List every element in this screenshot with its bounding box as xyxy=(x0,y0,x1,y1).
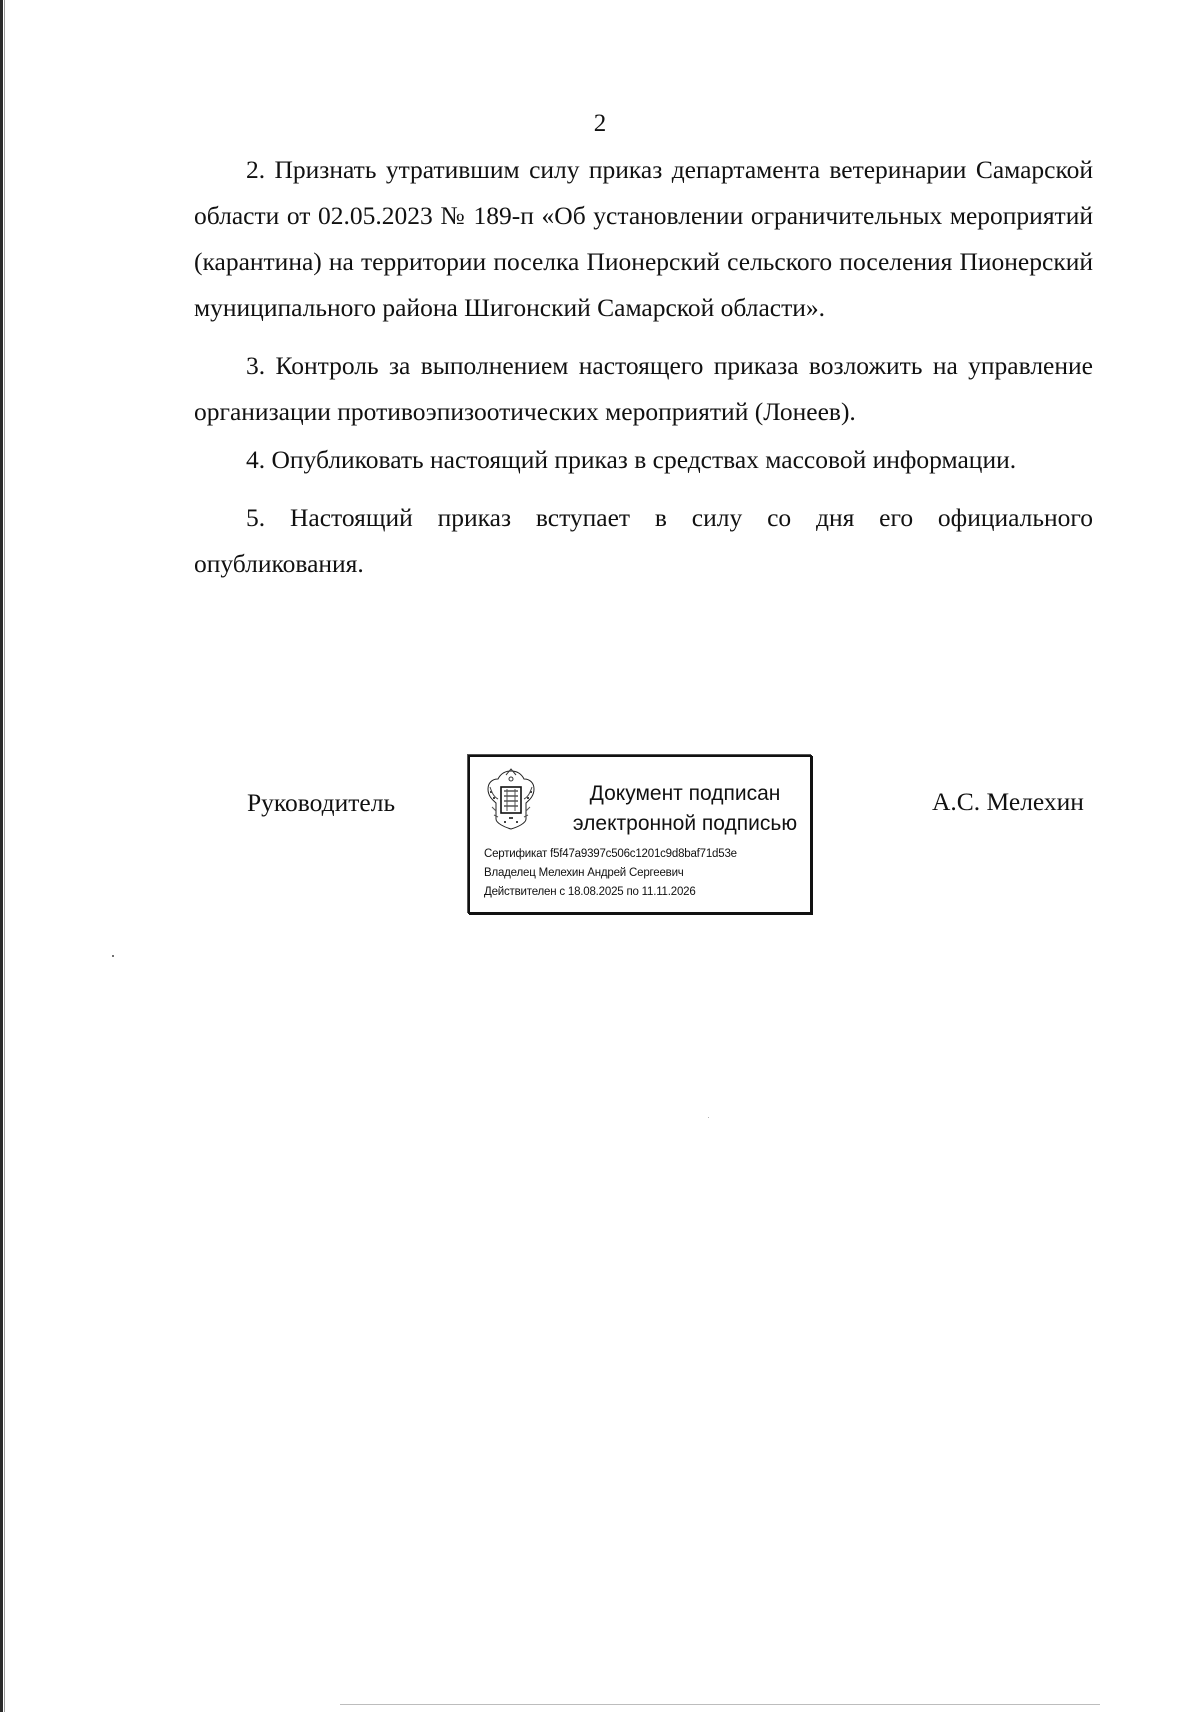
stamp-title-line1: Документ подписан xyxy=(589,782,781,805)
stamp-owner: Владелец Мелехин Андрей Сергеевич xyxy=(484,867,684,879)
signer-position: Руководитель xyxy=(247,788,396,817)
paragraph-2: 2. Признать утратившим силу приказ департамента ветеринарии Самарской области от 02.05.2023 № 189-п «Об установлении ограничительных мероприятий (карантина) на территории поселка Пионерский сельского поселения Пионерский муниципального района Шигонский Самарской области». xyxy=(194,155,1093,322)
stamp-title xyxy=(562,779,808,839)
paragraph-3: 3. Контроль за выполнением настоящего приказа возложить на управление организации противоэпизоотических мероприятий (Лонеев). xyxy=(194,351,1093,426)
page-number: 2 xyxy=(593,110,607,137)
stamp-certificate: Сертификат f5f47a9397c506c1201c9d8baf71d53e xyxy=(484,848,737,860)
document-body xyxy=(194,147,1093,587)
scan-edge-shadow xyxy=(0,0,3,1712)
scan-speck xyxy=(112,955,114,957)
paragraph-5: 5. Настоящий приказ вступает в силу со дня его официального опубликования. xyxy=(194,503,1093,578)
scan-speck xyxy=(708,1117,709,1118)
e-signature-stamp xyxy=(468,755,812,914)
scan-bottom-line xyxy=(340,1704,1100,1705)
stamp-details xyxy=(484,845,804,902)
paragraph-4: 4. Опубликовать настоящий приказ в средствах массовой информации. xyxy=(246,445,1017,474)
stamp-validity: Действителен с 18.08.2025 по 11.11.2026 xyxy=(484,886,696,898)
scan-edge-line xyxy=(4,0,5,1712)
stamp-title-line2: электронной подписью xyxy=(572,812,798,835)
signer-name: А.С. Мелехин xyxy=(932,787,1084,816)
coat-of-arms-icon xyxy=(484,767,538,831)
